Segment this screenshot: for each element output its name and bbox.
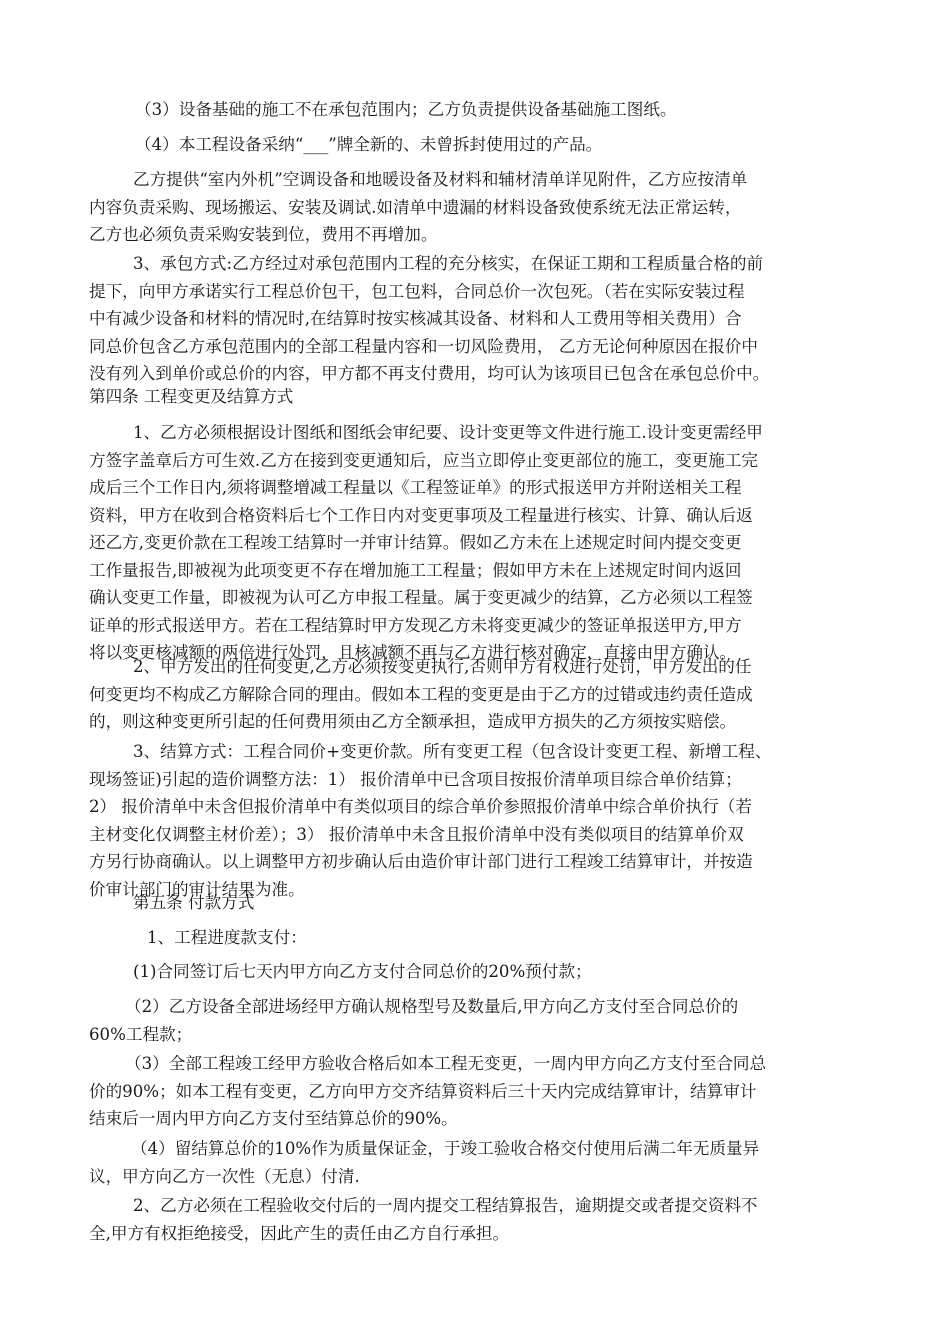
text-line: 何变更均不构成乙方解除合同的理由。假如本工程的变更是由于乙方的过错或违约责任造成 bbox=[89, 684, 753, 704]
text-line: 价审计部门的审计结果为准。 bbox=[89, 879, 305, 899]
text-line: 3、结算方式：工程合同价+变更价款。所有变更工程（包含设计变更工程、新增工程、 bbox=[133, 742, 772, 761]
paragraph-progress-payment bbox=[147, 924, 307, 952]
text-line: 的，则这种变更所引起的任何费用须由乙方全额承担，造成甲方损失的乙方须按实赔偿。 bbox=[89, 712, 737, 731]
text-line: 1、乙方必须根据设计图纸和图纸会审纪要、设计变更等文件进行施工.设计变更需经甲 bbox=[133, 423, 763, 442]
section-heading-article-4 bbox=[89, 383, 293, 411]
paragraph-materials-list bbox=[89, 166, 747, 249]
text-line: 议，甲方向乙方一次性（无息）付清. bbox=[89, 1166, 360, 1186]
text-line: 2、甲方发出的任何变更,乙方必须按变更执行,否则甲方有权进行处罚，甲方发出的任 bbox=[133, 657, 752, 676]
text-line: （4）留结算总价的10%作为质量保证金，于竣工验收合格交付使用后满二年无质量异 bbox=[131, 1139, 760, 1158]
text-line: 1、工程进度款支付： bbox=[147, 928, 307, 947]
paragraph-settlement-method bbox=[89, 738, 771, 903]
paragraph-payment-3 bbox=[89, 1050, 766, 1133]
text-line: 没有列入到单价或总价的内容，甲方都不再支付费用，均可认为该项目已包含在承包总价中。 bbox=[89, 364, 770, 383]
text-line: 确认变更工作量，即被视为认可乙方申报工程量。属于变更减少的结算，乙方必须以工程签 bbox=[89, 588, 753, 607]
text-line: 同总价包含乙方承包范围内的全部工程量内容和一切风险费用， 乙方无论何种原因在报价中 bbox=[89, 336, 759, 356]
paragraph-settlement-report bbox=[89, 1192, 758, 1247]
text-line: 还乙方,变更价款在工程竣工结算时一并审计结算。假如乙方未在上述规定时间内提交变更 bbox=[89, 533, 742, 552]
text-line: 乙方也必须负责采购安装到位，费用不再增加。 bbox=[89, 225, 438, 244]
text-line: 中有减少设备和材料的情况时,在结算时按实核减其设备、材料和人工费用等相关费用）合 bbox=[89, 309, 742, 328]
text-line: 现场签证)引起的造价调整方法：1） 报价清单中已含项目按报价清单项目综合单价结算； bbox=[89, 769, 742, 789]
text-line: 方签字盖章后方可生效.乙方在接到变更通知后，应当立即停止变更部位的施工，变更施工完 bbox=[89, 450, 759, 470]
text-line: 3、承包方式:乙方经过对承包范围内工程的充分核实，在保证工期和工程质量合格的前 bbox=[133, 254, 764, 273]
text-line: 工作量报告,即被视为此项变更不存在增加施工工程量；假如甲方未在上述规定时间内返回 bbox=[89, 560, 742, 580]
paragraph-contract-method bbox=[89, 250, 769, 388]
text-line: 2、乙方必须在工程验收交付后的一周内提交工程结算报告，逾期提交或者提交资料不 bbox=[133, 1196, 758, 1215]
paragraph-payment-2 bbox=[89, 993, 738, 1048]
text-line: 证单的形式报送甲方。若在工程结算时甲方发现乙方未将变更减少的签证单报送甲方,甲方 bbox=[89, 615, 742, 635]
section-heading-article-5 bbox=[133, 889, 254, 917]
text-line: 价的90%；如本工程有变更，乙方向甲方交齐结算资料后三十天内完成结算审计，结算审计 bbox=[89, 1081, 757, 1101]
text-line: (1)合同签订后七天内甲方向乙方支付合同总价的20%预付款； bbox=[133, 962, 592, 981]
paragraph-payment-1 bbox=[133, 958, 592, 986]
text-line: 将以变更核减额的两倍进行处罚，且核减额不再与乙方进行核对确定，直接由甲方确认。 bbox=[89, 643, 737, 662]
text-line: 全,甲方有权拒绝接受，因此产生的责任由乙方自行承担。 bbox=[89, 1223, 510, 1243]
text-line: 乙方提供“室内外机”空调设备和地暖设备及材料和辅材清单详见附件，乙方应按清单 bbox=[133, 170, 748, 189]
text-line: 结束后一周内甲方向乙方支付至结算总价的90%。 bbox=[89, 1109, 458, 1128]
text-line: 方另行协商确认。以上调整甲方初步确认后由造价审计部门进行工程竣工结算审计，并按造 bbox=[89, 852, 753, 871]
text-line: （3）全部工程竣工经甲方验收合格后如本工程无变更，一周内甲方向乙方支付至合同总 bbox=[125, 1054, 767, 1073]
heading-text: 第四条 工程变更及结算方式 bbox=[89, 387, 294, 406]
text-line: 60%工程款； bbox=[89, 1024, 193, 1044]
paragraph-payment-4 bbox=[89, 1135, 759, 1190]
text-line: （3）设备基础的施工不在承包范围内；乙方负责提供设备基础施工图纸。 bbox=[135, 100, 677, 119]
text-line: 提下，向甲方承诺实行工程总价包干，包工包料，合同总价一次包死。（若在实际安装过程 bbox=[89, 281, 745, 301]
paragraph-equipment-brand bbox=[135, 131, 602, 159]
text-line: 2） 报价清单中未含但报价清单中有类似项目的综合单价参照报价清单中综合单价执行（若 bbox=[89, 797, 752, 816]
text-line: 成后三个工作日内,须将调整增减工程量以《工程签证单》的形式报送甲方并附送相关工程 bbox=[89, 478, 742, 497]
heading-text: 第五条 付款方式 bbox=[133, 893, 255, 912]
text-line: （4）本工程设备采纳“___”牌全新的、未曾拆封使用过的产品。 bbox=[135, 135, 603, 154]
text-line: （2）乙方设备全部进场经甲方确认规格型号及数量后,甲方向乙方支付至合同总价的 bbox=[125, 997, 739, 1016]
text-line: 主材变化仅调整主材价差）；3） 报价清单中未含且报价清单中没有类似项目的结算单价双 bbox=[89, 824, 744, 844]
paragraph-change-execution bbox=[89, 653, 753, 736]
paragraph-design-changes bbox=[89, 419, 763, 667]
text-line: 内容负责采购、现场搬运、安装及调试.如清单中遗漏的材料设备致使系统无法正常运转， bbox=[89, 197, 742, 217]
text-line: 资料，甲方在收到合格资料后七个工作日内对变更事项及工程量进行核实、计算、确认后返 bbox=[89, 505, 753, 525]
paragraph-equipment-foundation bbox=[135, 96, 677, 124]
